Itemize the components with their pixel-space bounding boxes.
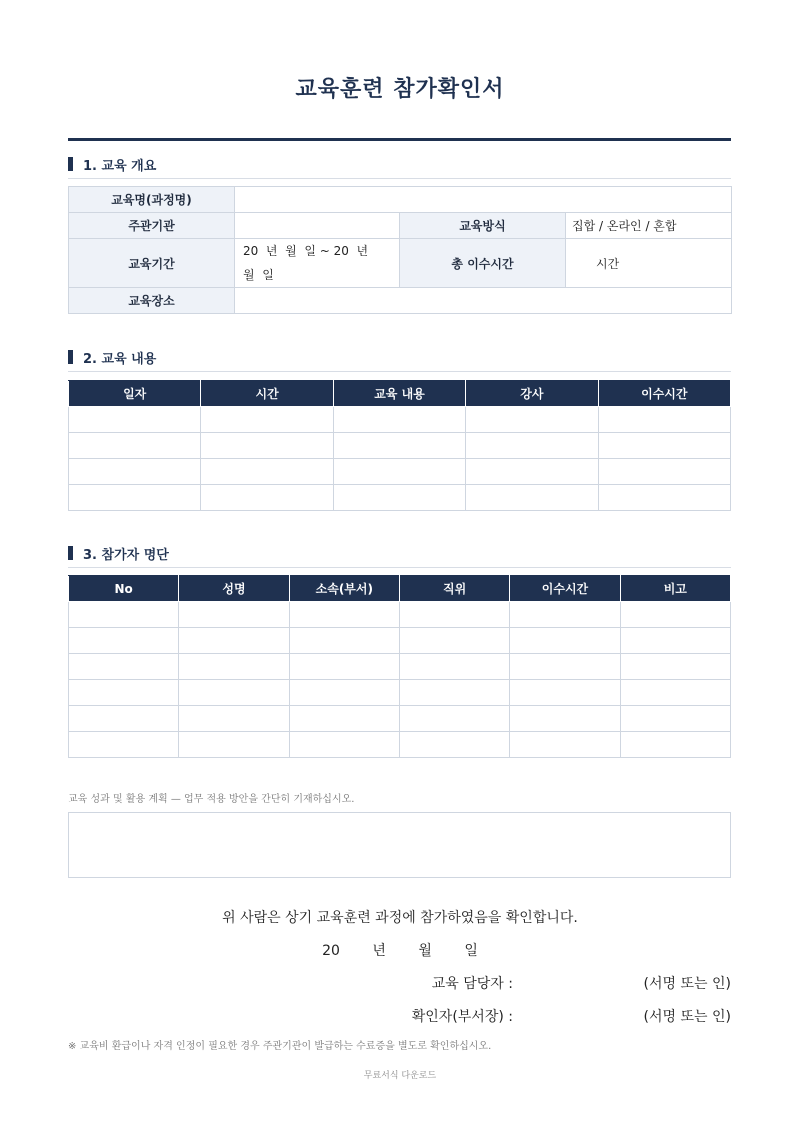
hours-label: 총 이수시간 (400, 239, 566, 288)
manager-label: 교육 담당자 : (431, 976, 513, 992)
overview-table (68, 186, 732, 314)
table-row (69, 213, 732, 239)
table-cell[interactable] (399, 628, 509, 654)
section-title: 1. 교육 개요 (83, 158, 157, 174)
overview-section (68, 155, 731, 179)
table-cell[interactable] (179, 602, 289, 628)
table-cell[interactable] (289, 732, 399, 758)
course-label: 교육명(과정명) (69, 187, 235, 213)
participants-table (68, 575, 731, 758)
table-cell[interactable] (69, 654, 179, 680)
table-cell[interactable] (510, 654, 620, 680)
column-header: 강사 (466, 381, 598, 407)
date-line (0, 940, 800, 960)
table-row (69, 485, 731, 511)
table-cell[interactable] (179, 732, 289, 758)
table-cell[interactable] (510, 628, 620, 654)
period-field[interactable] (235, 239, 400, 288)
table-cell[interactable] (510, 732, 620, 758)
table-cell[interactable] (620, 602, 730, 628)
table-cell[interactable] (598, 407, 730, 433)
table-cell[interactable] (598, 459, 730, 485)
table-cell[interactable] (598, 433, 730, 459)
notes-caption: 교육 성과 및 활용 계획 — 업무 적용 방안을 간단히 기재하십시오. (68, 794, 355, 805)
table-cell[interactable] (598, 485, 730, 511)
hours-field[interactable]: 시간 (566, 239, 732, 288)
method-field[interactable]: 집합 / 온라인 / 혼합 (566, 213, 732, 239)
table-cell[interactable] (289, 628, 399, 654)
period-line-2: 월 일 (243, 268, 274, 282)
column-header: 교육 내용 (333, 381, 465, 407)
table-cell[interactable] (399, 706, 509, 732)
table-cell[interactable] (399, 602, 509, 628)
table-cell[interactable] (333, 485, 465, 511)
table-row (69, 732, 731, 758)
table-row (69, 407, 731, 433)
table-row (69, 239, 732, 288)
column-header: No (69, 576, 179, 602)
table-cell[interactable] (201, 433, 333, 459)
approver-label: 확인자(부서장) : (411, 1009, 513, 1025)
table-cell[interactable] (179, 628, 289, 654)
table-cell[interactable] (620, 628, 730, 654)
table-cell[interactable] (466, 433, 598, 459)
manager-signature[interactable]: (서명 또는 인) (643, 976, 731, 992)
place-label: 교육장소 (69, 288, 235, 314)
column-header: 이수시간 (510, 576, 620, 602)
date-month-unit: 월 (418, 943, 432, 959)
column-header: 시간 (201, 381, 333, 407)
method-label: 교육방식 (400, 213, 566, 239)
content-table (68, 380, 731, 511)
table-cell[interactable] (466, 459, 598, 485)
table-cell[interactable] (69, 459, 201, 485)
confirmation-statement: 위 사람은 상기 교육훈련 과정에 참가하였음을 확인합니다. (222, 910, 578, 926)
notes-textbox[interactable] (68, 812, 731, 878)
section-divider (68, 371, 731, 372)
table-cell[interactable] (620, 732, 730, 758)
table-cell[interactable] (69, 732, 179, 758)
table-row (69, 459, 731, 485)
table-cell[interactable] (466, 485, 598, 511)
date-day-unit: 일 (464, 943, 478, 959)
section-title: 3. 참가자 명단 (83, 547, 169, 563)
section-marker (68, 157, 73, 171)
table-row (69, 187, 732, 213)
section-marker (68, 350, 73, 364)
column-header: 비고 (620, 576, 730, 602)
footnote: ※ 교육비 환급이나 자격 인정이 필요한 경우 주관기관이 발급하는 수료증을 별도로 확인하십시오. (68, 1041, 492, 1052)
period-line-1: 20 년 월 일 ~ 20 년 (243, 244, 369, 258)
table-cell[interactable] (620, 654, 730, 680)
date-year-unit: 년 (372, 943, 386, 959)
table-row (69, 433, 731, 459)
table-cell[interactable] (510, 680, 620, 706)
table-header-row (69, 381, 731, 407)
content-section (68, 348, 731, 372)
table-cell[interactable] (399, 654, 509, 680)
table-row (69, 654, 731, 680)
table-row (69, 628, 731, 654)
table-cell[interactable] (289, 680, 399, 706)
section-title: 2. 교육 내용 (83, 351, 157, 367)
period-label: 교육기간 (69, 239, 235, 288)
table-cell[interactable] (69, 433, 201, 459)
table-cell[interactable] (289, 654, 399, 680)
approver-signature[interactable]: (서명 또는 인) (643, 1009, 731, 1025)
table-cell[interactable] (620, 680, 730, 706)
table-row (69, 680, 731, 706)
table-cell[interactable] (69, 485, 201, 511)
participants-section (68, 544, 731, 568)
table-cell[interactable] (69, 602, 179, 628)
table-cell[interactable] (69, 628, 179, 654)
table-cell[interactable] (201, 407, 333, 433)
column-header: 일자 (69, 381, 201, 407)
table-cell[interactable] (69, 680, 179, 706)
table-cell[interactable] (466, 407, 598, 433)
table-row (69, 602, 731, 628)
column-header: 이수시간 (598, 381, 730, 407)
content-table-wrap (68, 380, 731, 511)
table-cell[interactable] (333, 433, 465, 459)
section-marker (68, 546, 73, 560)
org-field[interactable] (235, 213, 400, 239)
course-field[interactable] (235, 187, 732, 213)
table-cell[interactable] (179, 706, 289, 732)
table-cell[interactable] (510, 602, 620, 628)
table-row (69, 706, 731, 732)
table-cell[interactable] (333, 459, 465, 485)
table-cell[interactable] (69, 706, 179, 732)
table-cell[interactable] (201, 485, 333, 511)
date-year[interactable]: 20 (322, 943, 340, 959)
table-cell[interactable] (289, 706, 399, 732)
table-cell[interactable] (179, 680, 289, 706)
table-cell[interactable] (179, 654, 289, 680)
table-cell[interactable] (289, 602, 399, 628)
section-divider (68, 567, 731, 568)
table-row (69, 288, 732, 314)
table-cell[interactable] (201, 459, 333, 485)
table-cell[interactable] (333, 407, 465, 433)
footer-text: 무료서식 다운로드 (363, 1071, 437, 1081)
table-header-row (69, 576, 731, 602)
column-header: 소속(부서) (289, 576, 399, 602)
table-cell[interactable] (620, 706, 730, 732)
table-cell[interactable] (399, 680, 509, 706)
table-cell[interactable] (510, 706, 620, 732)
table-cell[interactable] (69, 407, 201, 433)
document-title: 교육훈련 참가확인서 (295, 77, 505, 102)
title-divider (68, 138, 731, 141)
column-header: 직위 (399, 576, 509, 602)
table-cell[interactable] (399, 732, 509, 758)
overview-table-wrap (68, 186, 732, 314)
participants-table-wrap (68, 575, 731, 758)
org-label: 주관기관 (69, 213, 235, 239)
column-header: 성명 (179, 576, 289, 602)
place-field[interactable] (235, 288, 732, 314)
section-divider (68, 178, 731, 179)
